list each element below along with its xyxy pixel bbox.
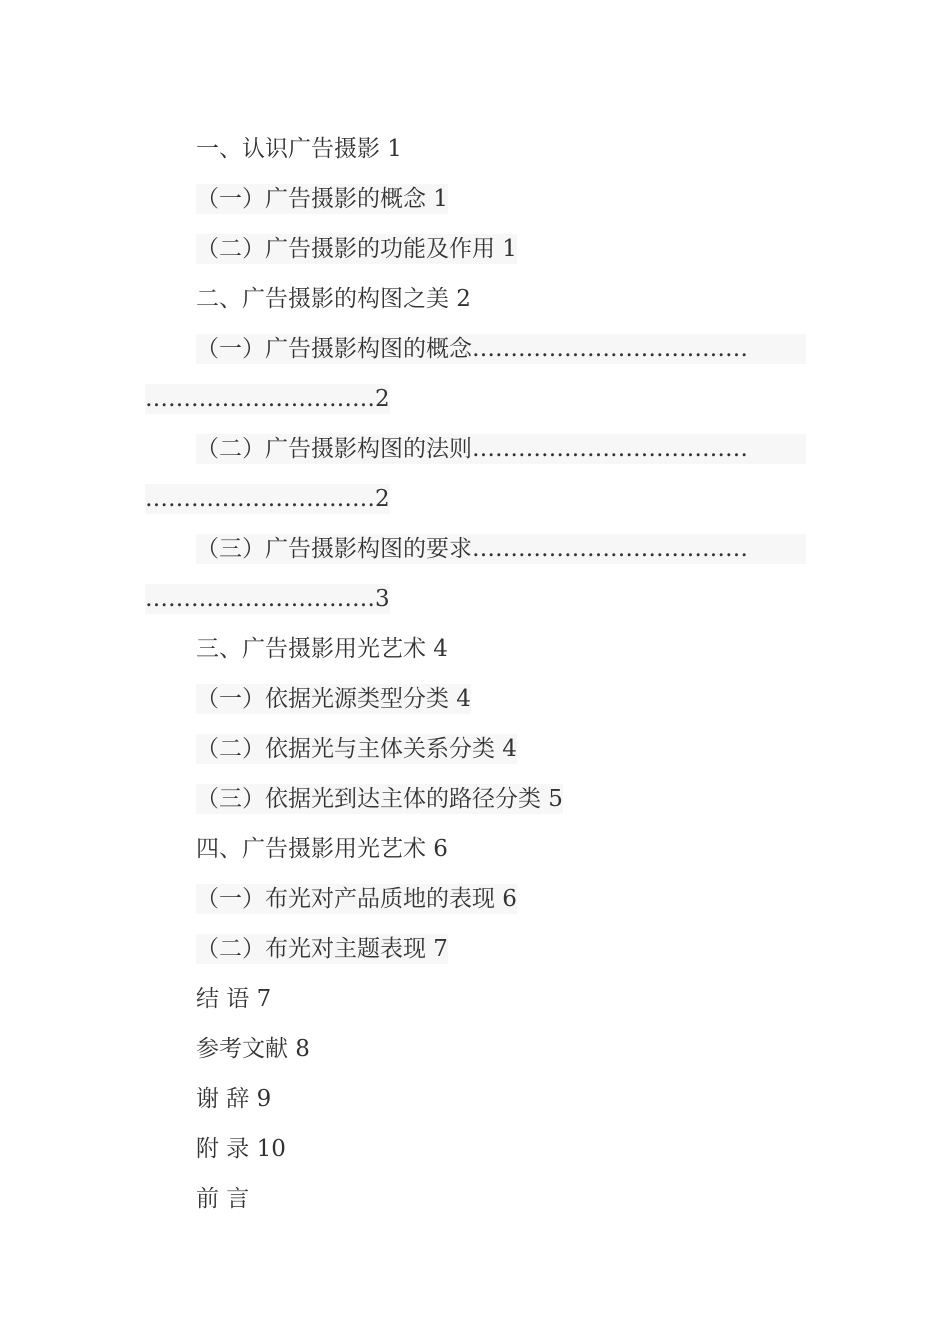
toc-entry-2-1-continuation[interactable]: …………………………2 [145,386,390,412]
toc-entry-2-2[interactable]: （二）广告摄影构图的法则……………………………… [196,434,806,464]
toc-entry-2-3-continuation[interactable]: …………………………3 [145,586,390,612]
toc-entry-preface[interactable]: 前 言 [196,1186,250,1212]
toc-entry-chapter-4[interactable]: 四、广告摄影用光艺术 6 [196,836,448,862]
toc-entry-4-2[interactable]: （二）布光对主题表现 7 [196,936,448,962]
toc-entry-2-1[interactable]: （一）广告摄影构图的概念……………………………… [196,334,806,364]
toc-entry-references[interactable]: 参考文献 8 [196,1036,310,1062]
toc-entry-chapter-3[interactable]: 三、广告摄影用光艺术 4 [196,636,448,662]
toc-entry-appendix[interactable]: 附 录 10 [196,1136,286,1162]
toc-entry-3-3[interactable]: （三）依据光到达主体的路径分类 5 [196,786,563,812]
toc-entry-3-1[interactable]: （一）依据光源类型分类 4 [196,686,471,712]
toc-entry-3-2[interactable]: （二）依据光与主体关系分类 4 [196,736,517,762]
toc-entry-4-1[interactable]: （一）布光对产品质地的表现 6 [196,886,517,912]
toc-entry-1-1[interactable]: （一）广告摄影的概念 1 [196,186,448,212]
toc-entry-1-2[interactable]: （二）广告摄影的功能及作用 1 [196,236,517,262]
toc-entry-2-3[interactable]: （三）广告摄影构图的要求……………………………… [196,534,806,564]
toc-entry-chapter-1[interactable]: 一、认识广告摄影 1 [196,136,402,162]
toc-entry-2-2-continuation[interactable]: …………………………2 [145,486,390,512]
toc-entry-chapter-2[interactable]: 二、广告摄影的构图之美 2 [196,286,471,312]
toc-entry-conclusion[interactable]: 结 语 7 [196,986,272,1012]
toc-entry-acknowledgements[interactable]: 谢 辞 9 [196,1086,272,1112]
